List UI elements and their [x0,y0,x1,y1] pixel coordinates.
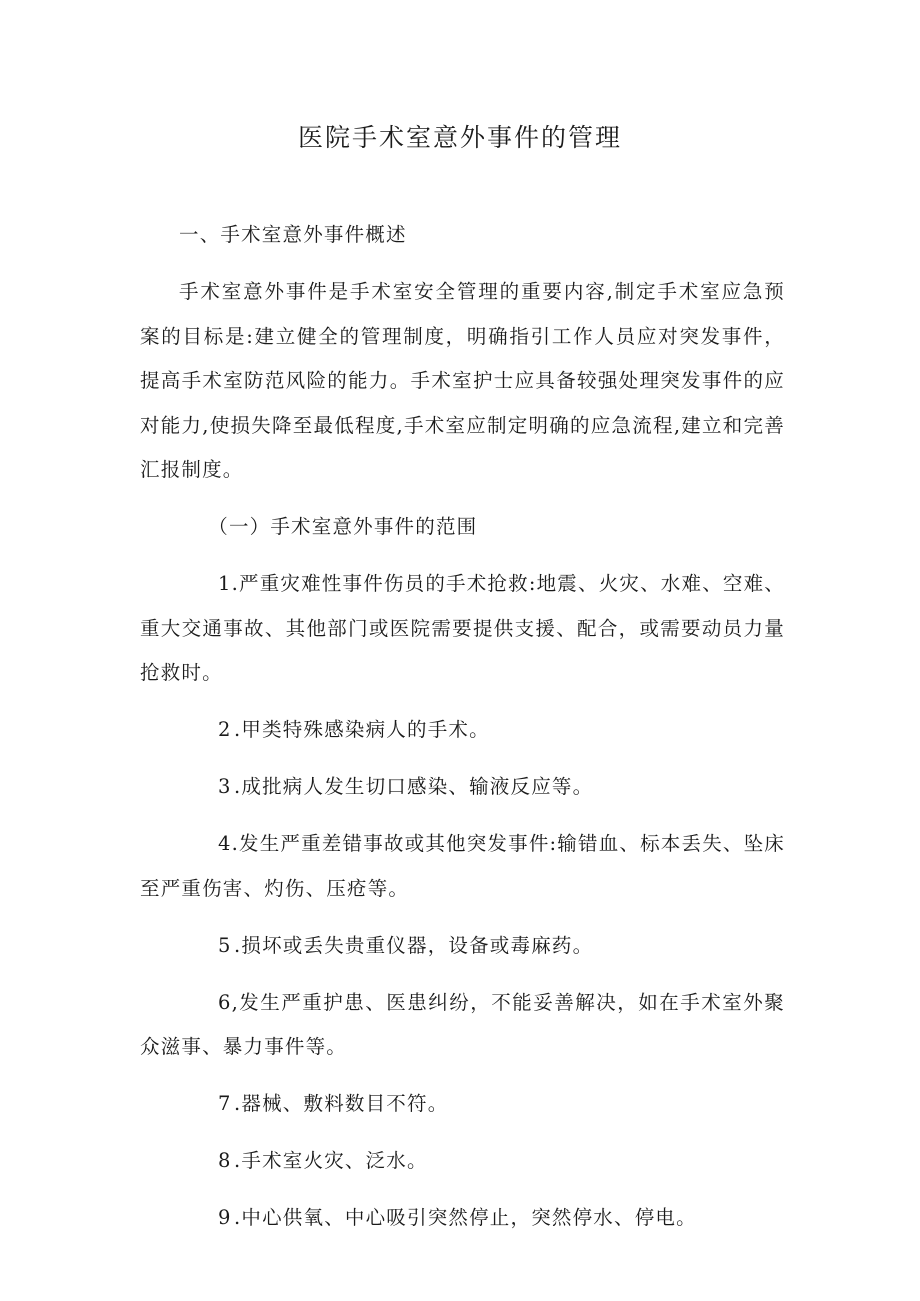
item-text: .严重灾难性事件伤员的手术抢救:地震、火灾、水难、空难、重大交通事故、其他部门或医院需要提供支援、配合，或需要动员力量抢救时。 [140,572,785,684]
list-item [140,822,785,911]
item-number: 4 [218,832,232,855]
list-item [140,981,785,1070]
item-number: 7 [218,1092,232,1115]
subsection-heading: （一）手术室意外事件的范围 [208,515,478,538]
item-text: ,发生严重护患、医患纠纷，不能妥善解决，如在手术室外聚众滋事、暴力事件等。 [140,990,785,1058]
item-number: 8 [218,1149,232,1172]
item-number: 3 [218,775,232,798]
intro-paragraph: 手术室意外事件是手术室安全管理的重要内容,制定手术室应急预案的目标是:建立健全的管理制度，明确指引工作人员应对突发事件，提高手术室防范风险的能力。手术室护士应具备较强处理突发事件的应对能力,使损失降至最低程度,手术室应制定明确的应急流程,建立和完善汇报制度。 [140,280,785,481]
list-item [140,562,785,696]
list-item [140,765,785,810]
item-number: 1 [218,572,232,595]
list-item [140,708,785,753]
section-heading: 一、手术室意外事件概述 [179,223,407,246]
item-text: .器械、敷料数目不符。 [234,1092,449,1115]
item-number: 6 [218,990,232,1014]
item-number: 9 [218,1206,232,1229]
item-text: .成批病人发生切口感染、输液反应等。 [234,775,594,798]
item-text: .手术室火灾、泛水。 [234,1149,428,1172]
item-number: 5 [218,933,232,957]
item-text: .中心供氧、中心吸引突然停止，突然停水、停电。 [234,1206,697,1229]
item-text: .损坏或丢失贵重仪器，设备或毒麻药。 [234,933,594,957]
list-item [140,1082,785,1127]
list-item [140,924,785,969]
item-number: 2 [218,718,232,741]
item-text: .发生严重差错事故或其他突发事件:输错血、标本丢失、坠床至严重伤害、灼伤、压疮等。 [140,832,785,900]
document-body [140,213,785,1253]
item-text: .甲类特殊感染病人的手术。 [234,718,490,741]
list-item [140,1196,785,1241]
document-title: 医院手术室意外事件的管理 [297,123,622,152]
list-item [140,1139,785,1184]
